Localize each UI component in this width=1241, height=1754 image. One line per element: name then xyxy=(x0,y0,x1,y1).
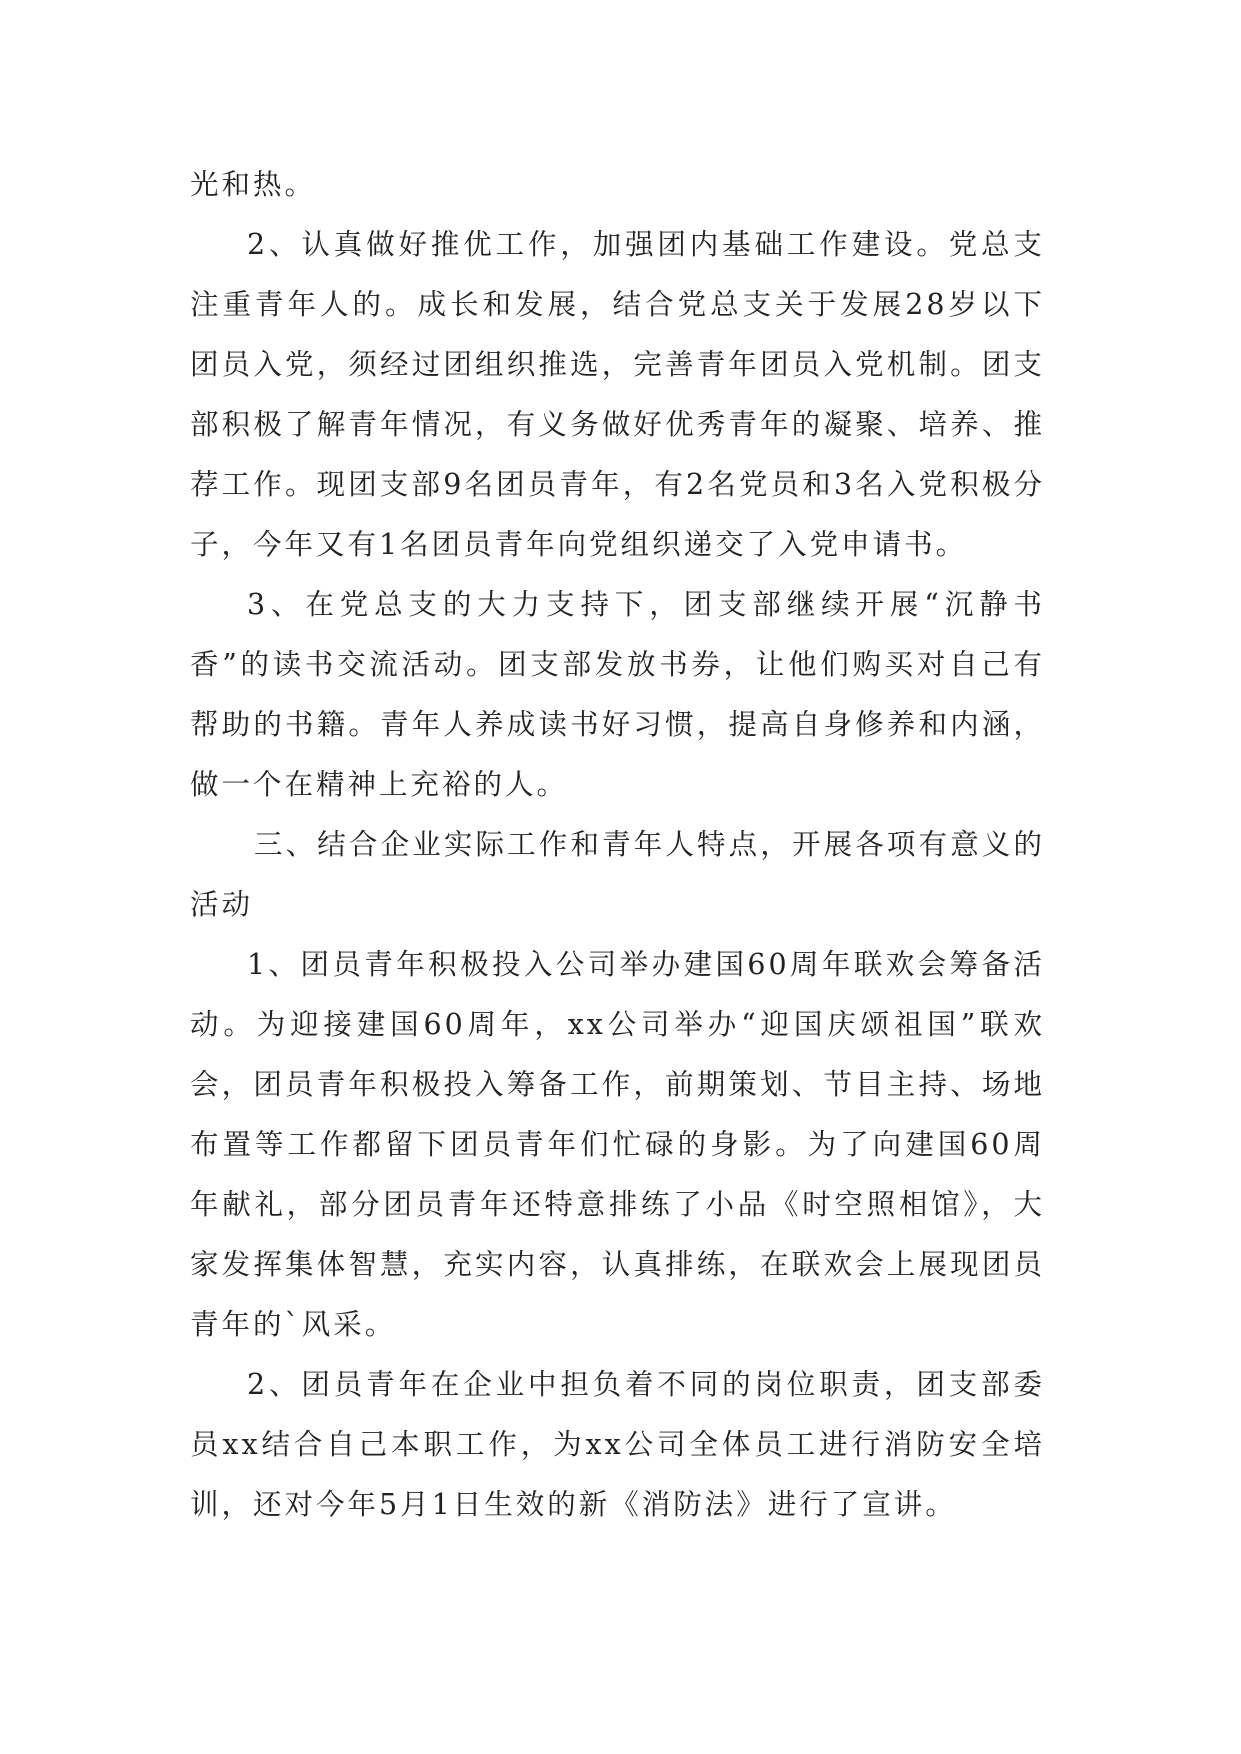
paragraph-item-2-recommend: 2、认真做好推优工作，加强团内基础工作建设。党总支注重青年人的。成长和发展，结合党总支关于发展28岁以下团员入党，须经过团组织推选，完善青年团员入党机制。团支部积极了解青年情况，有义务做好优秀青年的凝聚、培养、推荐工作。现团支部9名团员青年，有2名党员和3名入党积极分子，今年又有1名团员青年向党组织递交了入党申请书。 xyxy=(190,228,1045,561)
document-page xyxy=(190,155,1045,1535)
section-heading-three: 三、结合企业实际工作和青年人特点，开展各项有意义的活动 xyxy=(190,828,1045,921)
paragraph-item-1-gala: 1、团员青年积极投入公司举办建国60周年联欢会筹备活动。为迎接建国60周年，xx公司举办“迎国庆颂祖国”联欢会，团员青年积极投入筹备工作，前期策划、节目主持、场地布置等工作都留下团员青年们忙碌的身影。为了向建国60周年献礼，部分团员青年还特意排练了小品《时空照相馆》，大家发挥集体智慧，充实内容，认真排练，在联欢会上展现团员青年的`风采。 xyxy=(190,948,1045,1341)
paragraph-item-3-reading: 3、在党总支的大力支持下，团支部继续开展“沉静书香”的读书交流活动。团支部发放书券，让他们购买对自己有帮助的书籍。青年人养成读书好习惯，提高自身修养和内涵，做一个在精神上充裕的人。 xyxy=(190,588,1045,801)
paragraph-continuation: 光和热。 xyxy=(190,168,317,201)
paragraph-item-2-fire-safety: 2、团员青年在企业中担负着不同的岗位职责，团支部委员xx结合自己本职工作，为xx公司全体员工进行消防安全培训，还对今年5月1日生效的新《消防法》进行了宣讲。 xyxy=(190,1368,1045,1521)
